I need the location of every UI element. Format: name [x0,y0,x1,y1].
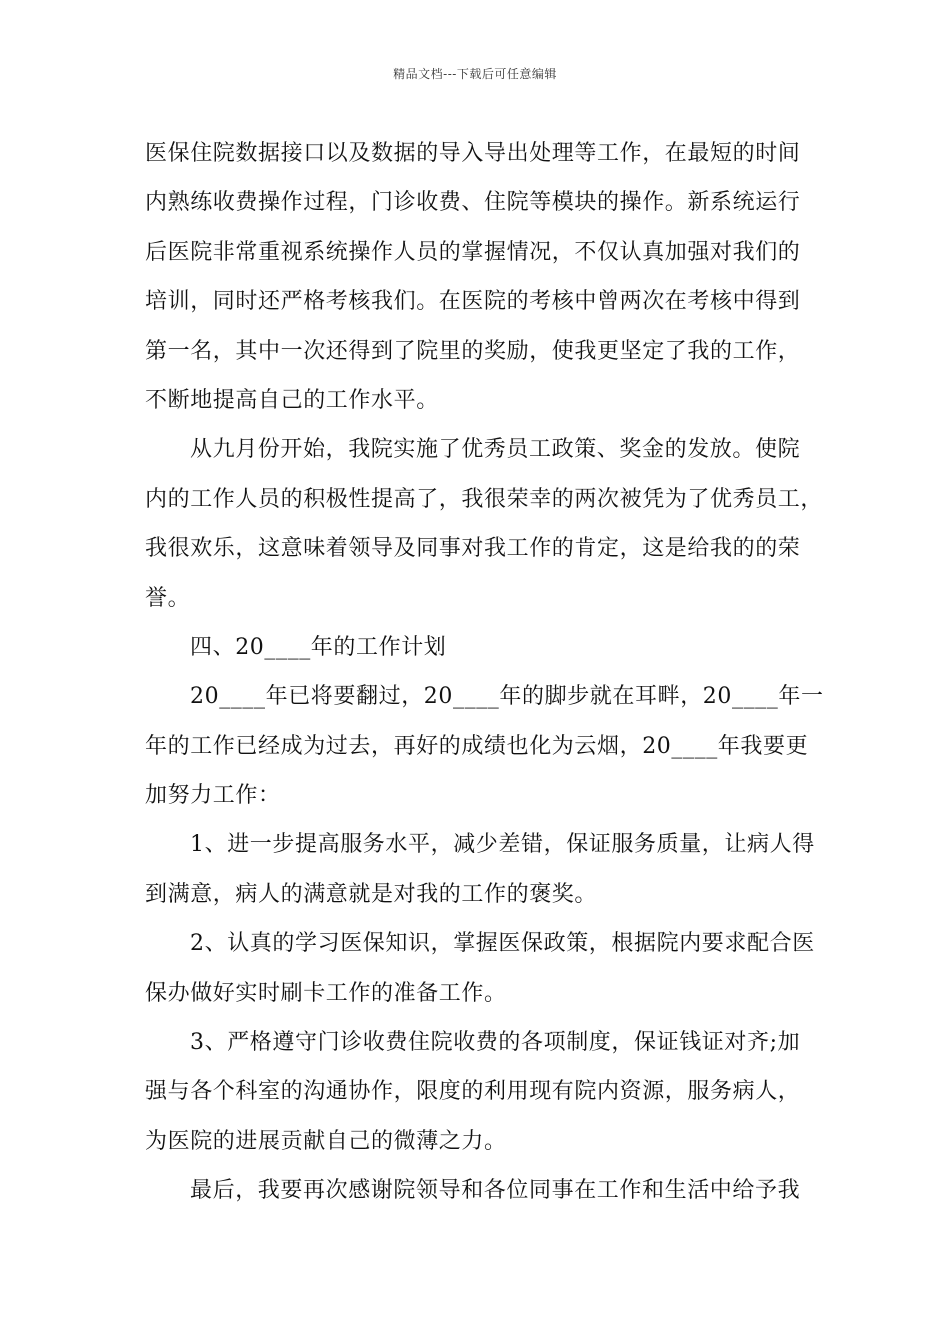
list-item-3: 3、严格遵守门诊收费住院收费的各项制度，保证钱证对齐;加 [190,1030,801,1056]
text-line: 医保住院数据接口以及数据的导入导出处理等工作，在最短的时间 [145,141,801,166]
page-header: 精品文档---下载后可任意编辑 [393,67,557,81]
text-line: 内熟练收费操作过程，门诊收费、住院等模块的操作。新系统运行 [145,190,801,216]
text-line: 加努力工作： [145,783,281,809]
text-line: 到满意，病人的满意就是对我的工作的褒奖。 [145,881,598,907]
text-line: 不断地提高自己的工作水平。 [145,387,439,413]
paragraph-start-line: 20____年已将要翻过，20____年的脚步就在耳畔，20____年一 [190,684,824,710]
text-line: 后医院非常重视系统操作人员的掌握情况，不仅认真加强对我们的 [145,239,801,265]
text-line: 我很欢乐，这意味着领导及同事对我工作的肯定，这是给我的的荣 [145,536,801,562]
paragraph-start-line: 最后，我要再次感谢院领导和各位同事在工作和生活中给予我 [190,1178,801,1204]
text-line: 为医院的进展贡献自己的微薄之力。 [145,1128,507,1154]
section-heading: 四、20____年的工作计划 [190,634,447,660]
paragraph-start-line: 从九月份开始，我院实施了优秀员工政策、奖金的发放。使院 [190,437,801,463]
list-item-1: 1、进一步提高服务水平，减少差错，保证服务质量，让病人得 [190,832,815,858]
text-line: 培训，同时还严格考核我们。在医院的考核中曾两次在考核中得到 [145,289,801,315]
text-line: 誉。 [145,585,191,611]
list-item-2: 2、认真的学习医保知识，掌握医保政策，根据院内要求配合医 [190,931,815,957]
document-body [145,129,824,1216]
text-line: 内的工作人员的积极性提高了，我很荣幸的两次被凭为了优秀员工， [145,486,824,512]
text-line: 第一名，其中一次还得到了院里的奖励，使我更坚定了我的工作， [145,338,801,364]
text-line: 保办做好实时刷卡工作的准备工作。 [145,980,507,1006]
text-line: 年的工作已经成为过去，再好的成绩也化为云烟，20____年我要更 [145,733,809,759]
text-line: 强与各个科室的沟通协作，限度的利用现有院内资源，服务病人， [145,1079,801,1105]
